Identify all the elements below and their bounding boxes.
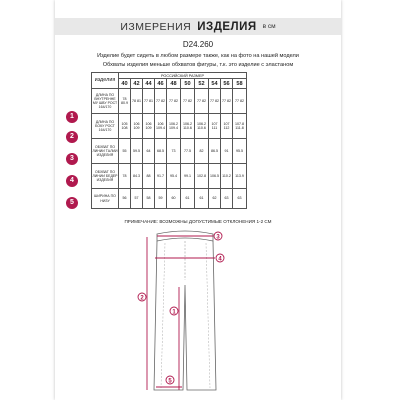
table-cell: 77 82 [167,89,181,114]
size-header-cell: 54 [209,79,221,89]
svg-text:2: 2 [140,295,144,302]
row-label: ДЛИНА ПО БОКУ РОСТ 164/170 [92,114,119,139]
size-header-cell: 48 [167,79,181,89]
table-row [92,139,247,164]
table-cell: 77 82 [221,89,233,114]
table-row [92,189,247,209]
table-cell: 107.8 111.8 [233,114,247,139]
table-cell: 78 [119,164,131,189]
table-cell: 63 [221,189,233,209]
table-cell: 61 [195,189,209,209]
table-cell: 110.2 [221,164,233,189]
crease-line-left [161,243,165,388]
crease-line-right [206,243,210,388]
table-cell: 82 [195,139,209,164]
row-label: ОБХВАТ ПО ЛИНИИ ТАЛИИ ИЗДЕЛИЯ [92,139,119,164]
table-cell: 61 [181,189,195,209]
table-cell: 60 [167,189,181,209]
table-cell: 113.9 [233,164,247,189]
diagram-badge-1 [170,307,178,315]
table-cell: 57 [131,189,143,209]
table-cell: 63 [233,189,247,209]
row-label: ОБХВАТ ПО ЛИНИИ БЕДЕР ИЗДЕЛИЯ [92,164,119,189]
table-cell: 73 [167,139,181,164]
table-cell: 58 [143,189,155,209]
diagram-badge-2 [138,293,146,301]
size-header-cell: 46 [155,79,167,89]
size-header-cell: 56 [221,79,233,89]
table-cell: 107 112 [221,114,233,139]
table-cell: 68.5 [155,139,167,164]
size-chart-sheet [55,0,341,400]
svg-text:5: 5 [168,378,172,385]
table-cell: 77 82 [233,89,247,114]
row-label: ДЛИНА ПО ВНУТРЕННЕ МУ ШВУ РОСТ 164/170 [92,89,119,114]
title-measurements: ИЗМЕРЕНИЯ [120,20,192,33]
table-cell: 59 [155,189,167,209]
table-row [92,114,247,139]
table-row [92,164,247,189]
size-header-cell: 44 [143,79,155,89]
row-number-badge: 5 [66,197,78,209]
title-garment: ИЗДЕЛИЯ [197,20,257,33]
table-cell: 84.3 [131,164,143,189]
table-cell: 106.2 110.6 [195,114,209,139]
table-cell: 91 [221,139,233,164]
table-cell: 95.5 [233,139,247,164]
trousers-diagram [135,225,245,397]
table-cell: 77 82 [195,89,209,114]
size-header-cell: 40 [119,79,131,89]
title-bar [55,18,341,35]
table-cell: 106.5 [209,164,221,189]
title-unit: в см [262,23,276,30]
row-number-badge: 3 [66,153,78,165]
table-cell: 77 82 [181,89,195,114]
svg-text:3: 3 [216,234,220,241]
table-cell: 78 81 [131,89,143,114]
table-cell: 86.5 [209,139,221,164]
table-cell: 55 [119,139,131,164]
table-cell: 59.5 [131,139,143,164]
table-cell: 78 80.9 [119,89,131,114]
table-cell: 77.5 [181,139,195,164]
table-cell: 106 109.4 [155,114,167,139]
svg-text:4: 4 [218,256,222,263]
size-header-cell: 42 [131,79,143,89]
size-header-cell: 50 [181,79,195,89]
table-corner-label: изделия [92,73,119,89]
table-cell: 99.1 [181,164,195,189]
table-cell: 95.4 [167,164,181,189]
table-cell: 106.2 109.4 [167,114,181,139]
table-cell: 106 109 [131,114,143,139]
table-cell: 106 109 [143,114,155,139]
table-cell: 88 [143,164,155,189]
table-cell: 64 [143,139,155,164]
table-cell: 91.7 [155,164,167,189]
row-number-badge: 4 [66,175,78,187]
table-cell: 102.8 [195,164,209,189]
table-cell: 105 108 [119,114,131,139]
size-header-cell: 58 [233,79,247,89]
diagram-badge-5 [166,376,174,384]
table-cell: 77 81 [143,89,155,114]
table-cell: 77 82 [209,89,221,114]
svg-text:1: 1 [172,309,176,316]
row-number-badge: 2 [66,131,78,143]
table-cell: 106.2 110.6 [181,114,195,139]
size-system-header: РОССИЙСКИЙ РАЗМЕР [119,73,247,79]
diagram-badge-3 [214,232,222,240]
description-line-1: Изделие будет сидеть в любом размере также, как на фото на нашей модели [97,53,299,59]
row-number-badge: 1 [66,111,78,123]
table-row [92,89,247,114]
table-cell: 56 [119,189,131,209]
diagram-badge-4 [216,254,224,262]
table-cell: 77 82 [155,89,167,114]
table-cell: 62 [209,189,221,209]
size-header-cell: 52 [195,79,209,89]
tolerance-note: ПРИМЕЧАНИЕ: ВОЗМОЖНЫ ДОПУСТИМЫЕ ОТКЛОНЕНИЯ 1-2 СМ [124,219,272,224]
row-label: ШИРИНА ПО НИЗУ [92,189,119,209]
description-line-2: Обхваты изделия меньше обхватов фигуры, т.к. это изделие с эластаном [102,62,294,68]
table-cell: 107 111 [209,114,221,139]
measurements-table [91,72,247,209]
model-code: D24.260 [182,40,214,49]
